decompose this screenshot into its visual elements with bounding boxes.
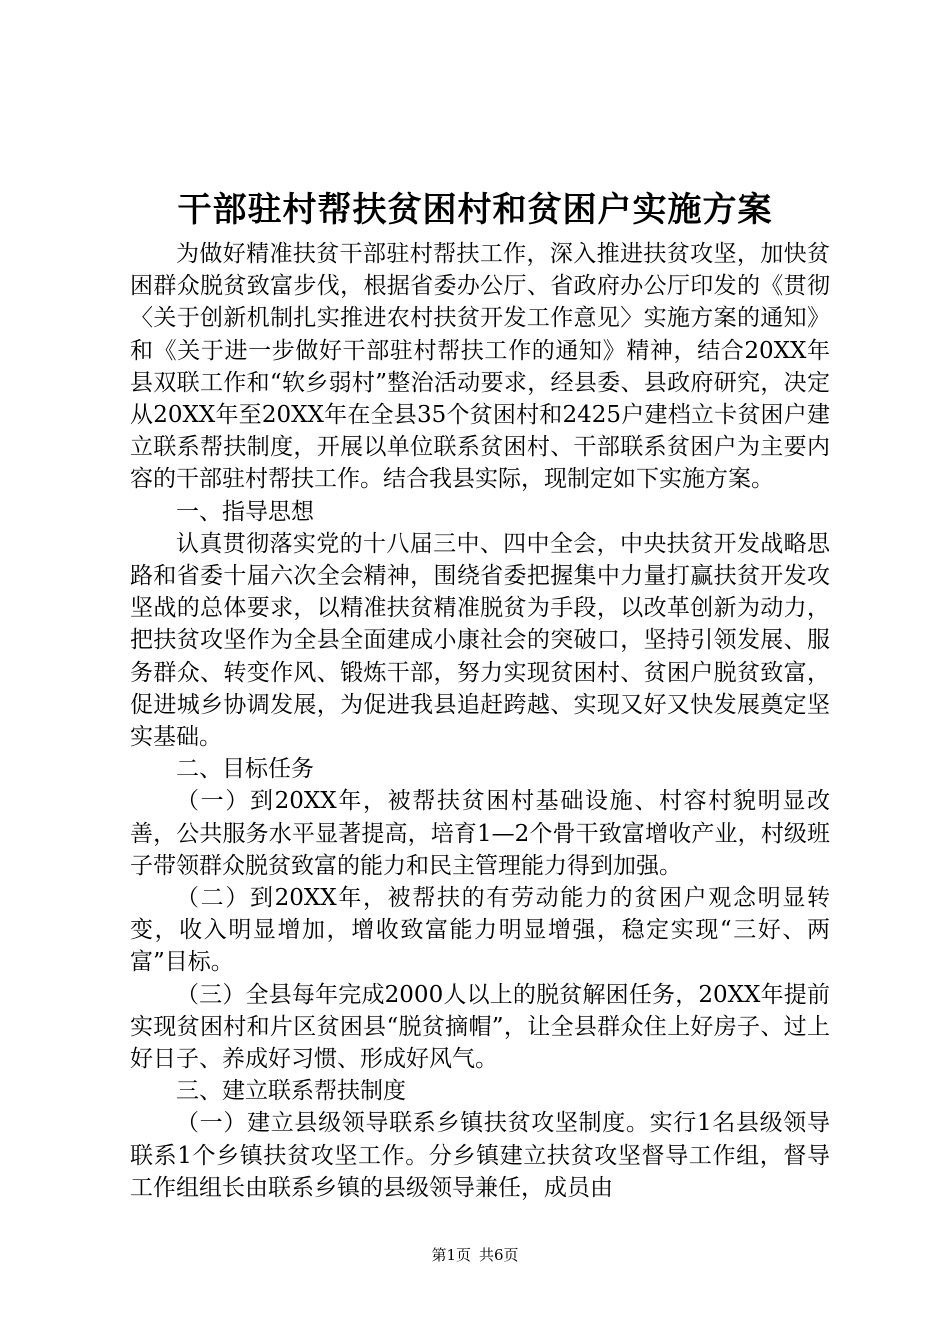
page-footer	[0, 1245, 950, 1265]
intro-paragraph: 为做好精准扶贫干部驻村帮扶工作，深入推进扶贫攻坚，加快贫困群众脱贫致富步伐，根据省委办公厅、省政府办公厅印发的《贯彻〈关于创新机制扎实推进农村扶贫开发工作意见〉实施方案的通知》和《关于进一步做好干部驻村帮扶工作的通知》精神，结合20XX年县双联工作和“软乡弱村”整治活动要求，经县委、县政府研究，决定从20XX年至20XX年在全县35个贫困村和2425户建档立卡贫困户建立联系帮扶制度，开展以单位联系贫困村、干部联系贫困户为主要内容的干部驻村帮扶工作。结合我县实际，现制定如下实施方案。	[130, 241, 830, 493]
goal-item-3: （三）全县每年完成2000人以上的脱贫解困任务，20XX年提前实现贫困村和片区贫困县“脱贫摘帽”，让全县群众住上好房子、过上好日子、养成好习惯、形成好风气。	[130, 981, 830, 1073]
section-heading-goals: 二、目标任务	[176, 756, 314, 783]
goal-item-1: （一）到20XX年，被帮扶贫困村基础设施、村容村貌明显改善，公共服务水平显著提高，培育1—2个骨干致富增收产业，村级班子带领群众脱贫致富的能力和民主管理能力得到加强。	[130, 788, 830, 879]
section-heading-system: 三、建立联系帮扶制度	[176, 1078, 406, 1105]
document-body	[130, 238, 830, 1204]
system-item-1: （一）建立县级领导联系乡镇扶贫攻坚制度。实行1名县级领导联系1个乡镇扶贫攻坚工作。分乡镇建立扶贫攻坚督导工作组，督导工作组组长由联系乡镇的县级领导兼任，成员由	[130, 1110, 830, 1201]
page-number-total: 共6页	[479, 1246, 519, 1264]
guiding-ideology-paragraph: 认真贯彻落实党的十八届三中、四中全会，中央扶贫开发战略思路和省委十届六次全会精神，围绕省委把握集中力量打赢扶贫开发攻坚战的总体要求，以精准扶贫精准脱贫为手段，以改革创新为动力，把扶贫攻坚作为全县全面建成小康社会的突破口，坚持引领发展、服务群众、转变作风、锻炼干部，努力实现贫困村、贫困户脱贫致富，促进城乡协调发展，为促进我县追赶跨越、实现又好又快发展奠定坚实基础。	[130, 530, 830, 751]
section-heading-guiding-ideology: 一、指导思想	[176, 498, 314, 525]
page-number-current: 第1页	[431, 1246, 471, 1264]
goal-item-2: （二）到20XX年，被帮扶的有劳动能力的贫困户观念明显转变，收入明显增加，增收致富能力明显增强，稳定实现“三好、两富”目标。	[130, 885, 830, 976]
document-title: 干部驻村帮扶贫困村和贫困户实施方案	[177, 190, 773, 230]
